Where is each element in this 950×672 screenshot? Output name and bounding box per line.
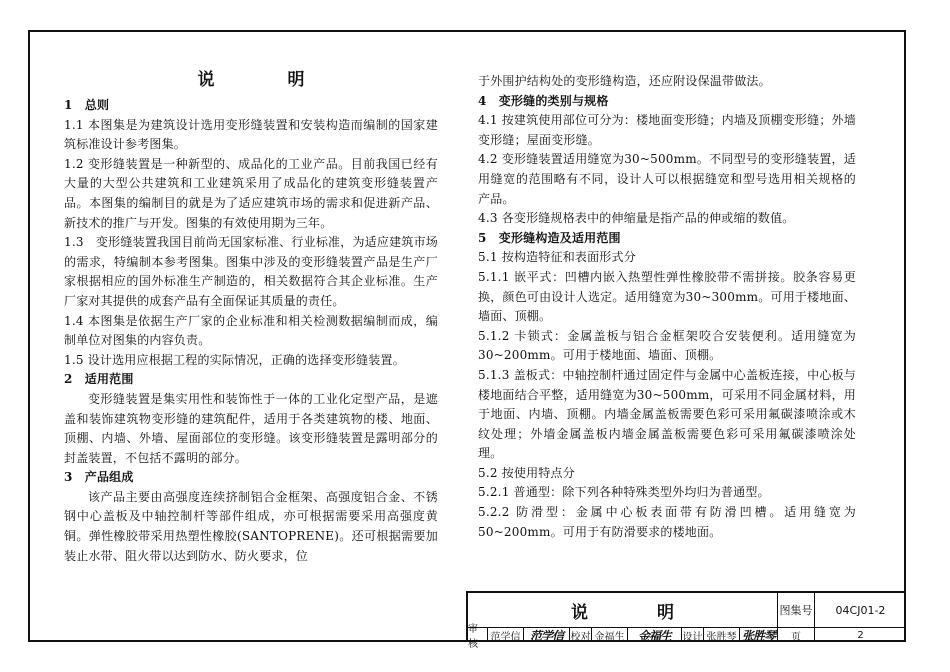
paragraph: 变形缝装置是集实用性和装饰性于一体的工业化定型产品，是遮盖和装饰建筑物变形缝的建筑配件，适用于各类建筑物的楼、地面、顶棚、内墙、外墙、屋面部位的变形缝。该变形缝装置是露明部分的封盖装置，不包括不露明的部分。: [64, 391, 438, 465]
left-column: [64, 68, 438, 566]
page-number: 2: [857, 629, 864, 641]
paragraph: 4.1 按建筑使用部位可分为：楼地面变形缝；内墙及顶棚变形缝；外墙变形缝；屋面变形缝。: [478, 113, 856, 147]
section-heading: 2 适用范围: [64, 372, 134, 387]
section-heading: 1 总则: [64, 98, 110, 112]
right-column-body: [478, 72, 856, 542]
page-label: 页: [778, 628, 815, 642]
section-heading: 5 变形缝构造及适用范围: [478, 230, 621, 245]
title-block-title: 说 明: [468, 593, 778, 627]
document-title: 说 明: [197, 70, 333, 90]
section-heading: 3 产品组成: [64, 470, 134, 485]
paragraph: 5.2.1 普通型：除下列各种特殊类型外均归为普通型。: [478, 485, 770, 500]
left-column-body: [64, 96, 438, 566]
reviewer-name: 范学信: [488, 628, 524, 642]
paragraph: 5.2.2 防滑型：金属中心板表面带有防滑凹槽。适用缝宽为50~200mm。可用于有防滑要求的楼地面。: [478, 505, 856, 539]
check-label: 校对: [570, 628, 592, 642]
paragraph: 5.1 按构造特征和表面形式分: [478, 250, 636, 265]
section-heading: 4 变形缝的类别与规格: [478, 93, 609, 108]
paragraph: 1.4 本图集是依据生产厂家的企业标准和相关检测数据编制而成，编制单位对图集的内容负责。: [64, 313, 438, 348]
set-number-label: 图集号: [778, 593, 815, 627]
paragraph: 1.3 变形缝装置我国目前尚无国家标准、行业标准，为适应建筑市场的需求，特编制本参考图集。图集中涉及的变形缝装置产品是生产厂家根据相应的国外标准生产制造的，相关数据符合其企业标准。生产厂家对其提供的成套产品有全面保证其质量的责任。: [64, 235, 438, 308]
paragraph: 于外围护结构处的变形缝构造，还应附设保温带做法。: [478, 74, 771, 88]
reviewer-signature: 范学信: [524, 628, 570, 642]
paragraph: 5.2 按使用特点分: [478, 465, 575, 480]
design-label: 设计: [682, 628, 704, 642]
review-label: 审核: [468, 628, 488, 642]
signature-row: [468, 624, 906, 650]
paragraph: 1.5 设计选用应根据工程的实际情况，正确的选择变形缝装置。: [64, 352, 405, 367]
checker-name: 金福生: [592, 628, 628, 642]
paragraph: 1.1 本图集是为建筑设计选用变形缝装置和安装构造而编制的国家建筑标准设计参考图集。: [64, 117, 438, 152]
checker-signature: 金福生: [628, 628, 682, 642]
paragraph: 4.2 变形缝装置适用缝宽为30~500mm。不同型号的变形缝装置，适用缝宽的范围略有不同，设计人可以根据缝宽和型号选用相关规格的产品。: [478, 152, 856, 206]
title-block: [466, 591, 906, 650]
paragraph: 1.2 变形缝装置是一种新型的、成品化的工业产品。目前我国已经有大量的大型公共建筑和工业建筑采用了成品化的建筑变形缝装置产品。本图集的编制目的就是为了适应建筑市场的需求和促进新产品、新技术的推广与开发。图集的有效使用期为三年。: [64, 156, 438, 230]
paragraph: 该产品主要由高强度连续挤制铝合金框架、高强度铝合金、不锈钢中心盖板及中轴控制杆等部件组成，亦可根据需要采用高强度黄铜。弹性橡胶带采用热塑性橡胶(SANTOPRENE)。还可根据需要加装止水带、阻火带以达到防水、防火要求，位: [64, 489, 438, 563]
paragraph: 5.1.3 盖板式：中轴控制杆通过固定件与金属中心盖板连接，中心板与楼地面结合平整，适用缝宽为30~500mm，可采用不同金属材料，用于地面、内墙、顶棚。内墙金属盖板需要色彩可采用氟碳漆喷涂或木纹处理；外墙金属盖板内墙金属盖板需要色彩可采用氟碳漆喷涂处理。: [478, 367, 856, 461]
paragraph: 5.1.2 卡锁式：金属盖板与铝合金框架咬合安装便利。适用缝宽为30~200mm。可用于楼地面、墙面、顶棚。: [478, 328, 856, 363]
designer-signature: 张胜琴: [740, 628, 778, 642]
set-number: 04CJ01-2: [835, 603, 886, 617]
designer-name: 张胜琴: [704, 628, 740, 642]
right-column: [478, 72, 856, 542]
paragraph: 5.1.1 嵌平式：凹槽内嵌入热塑性弹性橡胶带不需拼接。胶条容易更换，颜色可由设计人选定。适用缝宽为30~300mm。可用于楼地面、墙面、顶棚。: [478, 269, 856, 324]
paragraph: 4.3 各变形缝规格表中的伸缩量是指产品的伸或缩的数值。: [478, 211, 795, 226]
